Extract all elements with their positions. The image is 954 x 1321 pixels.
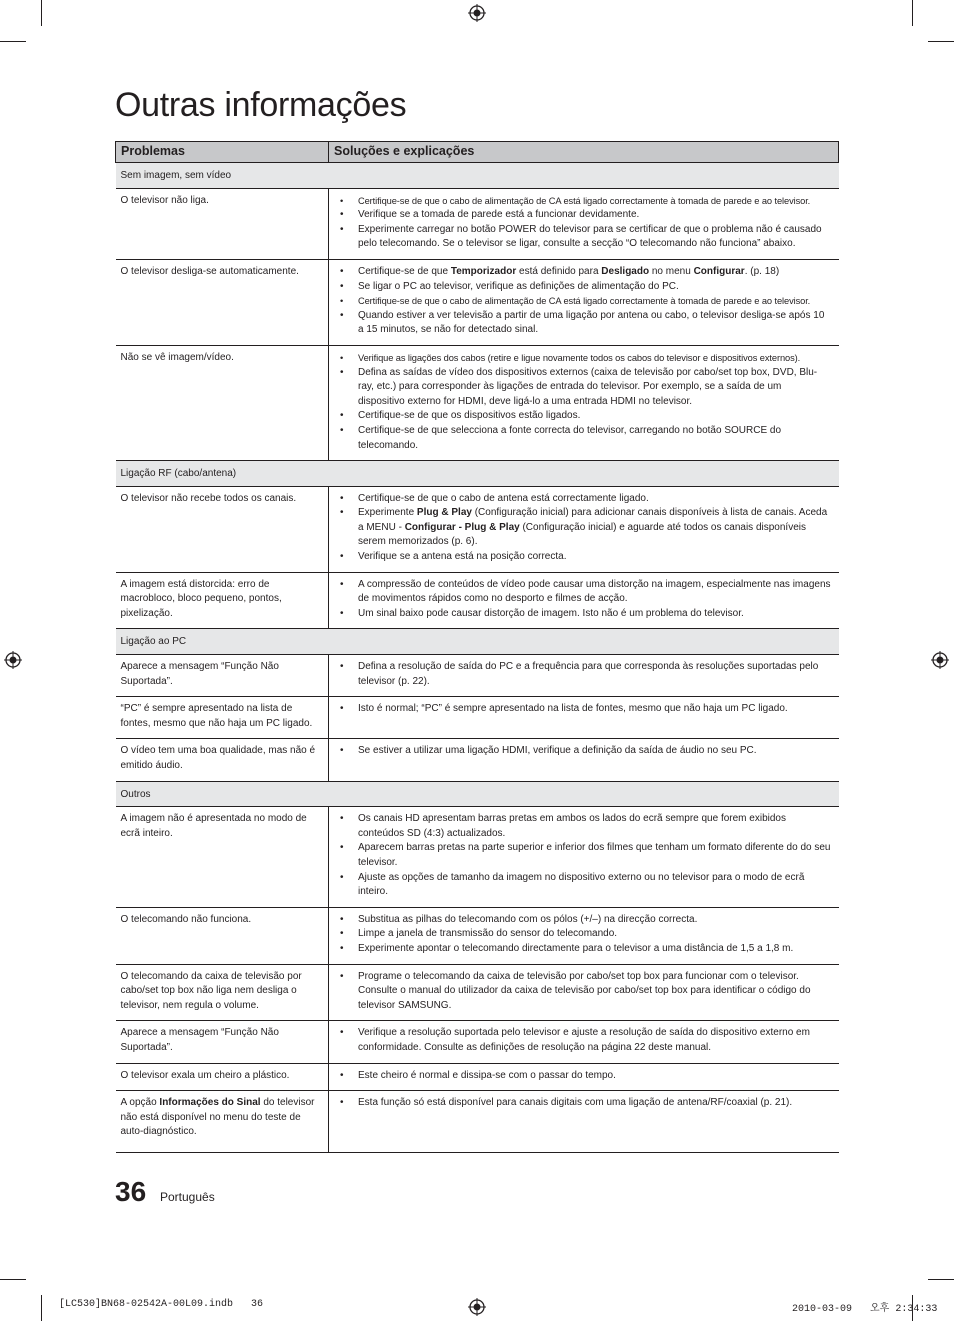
problem-cell: O televisor desliga-se automaticamente. [116, 259, 329, 345]
crop-mark [912, 0, 913, 26]
table-row [116, 1063, 839, 1091]
solution-cell [329, 1091, 839, 1153]
crop-mark [0, 41, 26, 42]
problem-cell: Aparece a mensagem “Função Não Suportada”. [116, 1021, 329, 1063]
list-item: • Se estiver a utilizar uma ligação HDMI, verifique a definição da saída de áudio no seu PC. [337, 744, 831, 759]
section-row [116, 461, 839, 487]
list-item: • Ajuste as opções de tamanho da imagem no dispositivo externo ou no televisor para o modo de ecrã inteiro. [337, 871, 831, 900]
solution-cell [329, 964, 839, 1021]
problem-cell: O telecomando não funciona. [116, 907, 329, 964]
section-title: Ligação RF (cabo/antena) [116, 461, 839, 487]
crop-mark [41, 1295, 42, 1321]
key-label: MENU [366, 521, 396, 533]
list-item: • Defina as saídas de vídeo dos dispositivos externos (caixa de televisão por cabo/set top box, DVD, Blu-ray, etc.) para corresponder às ligações de entrada do televisor. Por exemplo, se a saída de um dispositivo externo for HDMI, deve ligá-lo a uma entrada HDMI no televisor. [337, 366, 831, 410]
registration-mark-icon [4, 651, 22, 669]
table-row [116, 486, 839, 572]
table-header [116, 142, 839, 163]
print-timestamp: 2010-03-09 오후 2:34:33 [792, 1304, 938, 1315]
section-row [116, 781, 839, 807]
problem-cell: A opção Informações do Sinal do televisor não está disponível no menu do teste de auto-diagnóstico. [116, 1091, 329, 1153]
list-item: • Este cheiro é normal e dissipa-se com o passar do tempo. [337, 1069, 831, 1084]
crop-mark [41, 0, 42, 26]
section-title: Ligação ao PC [116, 629, 839, 655]
menu-option-label: Temporizador [450, 265, 517, 277]
registration-mark-icon [468, 4, 486, 22]
list-item: • Certifique-se de que Temporizador está definido para Desligado no menu Configurar. (p. 18) [337, 265, 831, 280]
menu-option-label: Configurar [693, 265, 745, 277]
section-row [116, 629, 839, 655]
registration-mark-icon [931, 651, 949, 669]
problem-cell: O televisor não liga. [116, 188, 329, 259]
solution-cell [329, 807, 839, 908]
table-row [116, 1091, 839, 1153]
crop-mark [928, 41, 954, 42]
table-row [116, 964, 839, 1021]
table-row [116, 1021, 839, 1063]
list-item: • A compressão de conteúdos de vídeo pode causar uma distorção na imagem, especialmente nas imagens de movimentos rápidos como no desporto e filmes de acção. [337, 578, 831, 607]
list-item: • Certifique-se de que selecciona a fonte correcta do televisor, carregando no botão SOURCE do telecomando. [337, 424, 831, 453]
print-file-info: [LC530]BN68-02542A-00L09.indb 36 [59, 1299, 264, 1310]
list-item: • Verifique se a tomada de parede está a funcionar devidamente. [337, 208, 831, 223]
solution-cell [329, 572, 839, 629]
menu-option-label: Plug & Play [416, 507, 472, 519]
problem-cell: O televisor exala um cheiro a plástico. [116, 1063, 329, 1091]
problem-cell: O telecomando da caixa de televisão por cabo/set top box não liga nem desliga o televisor, nem regula o volume. [116, 964, 329, 1021]
column-header-solutions: Soluções e explicações [329, 142, 839, 163]
list-item: • Experimente Plug & Play (Configuração inicial) para adicionar canais disponíveis à lista de canais. Aceda a MENU - Configurar - Plug & Play (Configuração inicial) e aguarde até todos os canais disponíveis serem memorizados (p. 6). [337, 506, 831, 550]
list-item: • Substitua as pilhas do telecomando com os pólos (+/–) na direcção correcta. [337, 913, 831, 928]
section-title: Outros [116, 781, 839, 807]
list-item: • Se ligar o PC ao televisor, verifique as definições de alimentação do PC. [337, 280, 831, 295]
table-row [116, 345, 839, 460]
list-item: • Um sinal baixo pode causar distorção de imagem. Isto não é um problema do televisor. [337, 607, 831, 622]
page-number: 36 [115, 1176, 147, 1207]
list-item: • Verifique as ligações dos cabos (retire e ligue novamente todos os cabos do televisor e dispositivos externos). [337, 351, 831, 366]
table-row [116, 188, 839, 259]
solution-cell [329, 697, 839, 739]
problem-cell: Aparece a mensagem “Função Não Suportada”. [116, 655, 329, 697]
solution-cell [329, 739, 839, 781]
table-row [116, 572, 839, 629]
list-item: • Certifique-se de que o cabo de alimentação de CA está ligado correctamente à tomada de parede e ao televisor. [337, 194, 831, 209]
table-row [116, 259, 839, 345]
list-item: • Verifique a resolução suportada pelo televisor e ajuste a resolução de saída do dispositivo externo em conformidade. Consulte as definições de resolução na página 22 deste manual. [337, 1026, 831, 1055]
table-row [116, 807, 839, 908]
list-item: • Isto é normal; “PC” é sempre apresentado na lista de fontes, mesmo que não haja um PC ligado. [337, 702, 831, 717]
crop-mark [928, 1279, 954, 1280]
solution-cell [329, 259, 839, 345]
list-item: • Programe o telecomando da caixa de televisão por cabo/set top box para funcionar com o televisor. Consulte o manual do utilizador da caixa de televisão por cabo/set top box para identificar o código do televisor SAMSUNG. [337, 970, 831, 1014]
list-item: • Esta função só está disponível para canais digitais com uma ligação de antena/RF/coaxial (p. 21). [337, 1096, 831, 1111]
solution-cell [329, 1021, 839, 1063]
list-item: • Certifique-se de que o cabo de antena está correctamente ligado. [337, 492, 831, 507]
key-label: SOURCE [724, 424, 768, 436]
list-item: • Os canais HD apresentam barras pretas em ambos os lados do ecrã sempre que forem exibidos conteúdos SD (4:3) actualizados. [337, 812, 831, 841]
list-item: • Quando estiver a ver televisão a partir de uma ligação por antena ou cabo, o televisor desliga-se após 10 a 15 minutos, se não for detectado sinal. [337, 309, 831, 338]
problem-cell: Não se vê imagem/vídeo. [116, 345, 329, 460]
problem-cell: O televisor não recebe todos os canais. [116, 486, 329, 572]
column-header-problems: Problemas [116, 142, 329, 163]
list-item: • Experimente carregar no botão POWER do televisor para se certificar de que o problema não é causado pelo telecomando. Se o televisor se ligar, consulte a secção “O telecomando não funciona” abaixo. [337, 223, 831, 252]
list-item: • Limpe a janela de transmissão do sensor do telecomando. [337, 927, 831, 942]
problem-cell: A imagem não é apresentada no modo de ecrã inteiro. [116, 807, 329, 908]
crop-mark [0, 1279, 26, 1280]
solution-cell [329, 1063, 839, 1091]
table-row [116, 907, 839, 964]
solution-cell [329, 486, 839, 572]
problem-cell: “PC” é sempre apresentado na lista de fontes, mesmo que não haja um PC ligado. [116, 697, 329, 739]
page-language: Português [160, 1190, 215, 1204]
list-item: • Certifique-se de que o cabo de alimentação de CA está ligado correctamente à tomada de parede e ao televisor. [337, 294, 831, 309]
list-item: • Defina a resolução de saída do PC e a frequência para que corresponda às resoluções suportadas pelo televisor (p. 22). [337, 660, 831, 689]
section-row [116, 163, 839, 189]
menu-option-label: Desligado [601, 265, 650, 277]
menu-option-label: Informações do Sinal [159, 1097, 261, 1109]
solution-cell [329, 655, 839, 697]
solution-cell [329, 907, 839, 964]
table-row [116, 697, 839, 739]
page-title: Outras informações [115, 86, 407, 124]
solution-cell [329, 188, 839, 259]
list-item: • Verifique se a antena está na posição correcta. [337, 550, 831, 565]
troubleshooting-table [115, 141, 839, 1153]
problem-cell: O vídeo tem uma boa qualidade, mas não é emitido áudio. [116, 739, 329, 781]
list-item: • Experimente apontar o telecomando directamente para o televisor a uma distância de 1,5 a 1,8 m. [337, 942, 831, 957]
key-label: POWER [498, 223, 537, 235]
table-row [116, 655, 839, 697]
registration-mark-icon [468, 1298, 486, 1316]
problem-cell: A imagem está distorcida: erro de macrobloco, bloco pequeno, pontos, pixelização. [116, 572, 329, 629]
section-title: Sem imagem, sem vídeo [116, 163, 839, 189]
table-row [116, 739, 839, 781]
menu-option-label: Configurar - Plug & Play [404, 521, 520, 533]
list-item: • Certifique-se de que os dispositivos estão ligados. [337, 409, 831, 424]
list-item: • Aparecem barras pretas na parte superior e inferior dos filmes que tenham um formato diferente do do seu televisor. [337, 841, 831, 870]
solution-cell [329, 345, 839, 460]
